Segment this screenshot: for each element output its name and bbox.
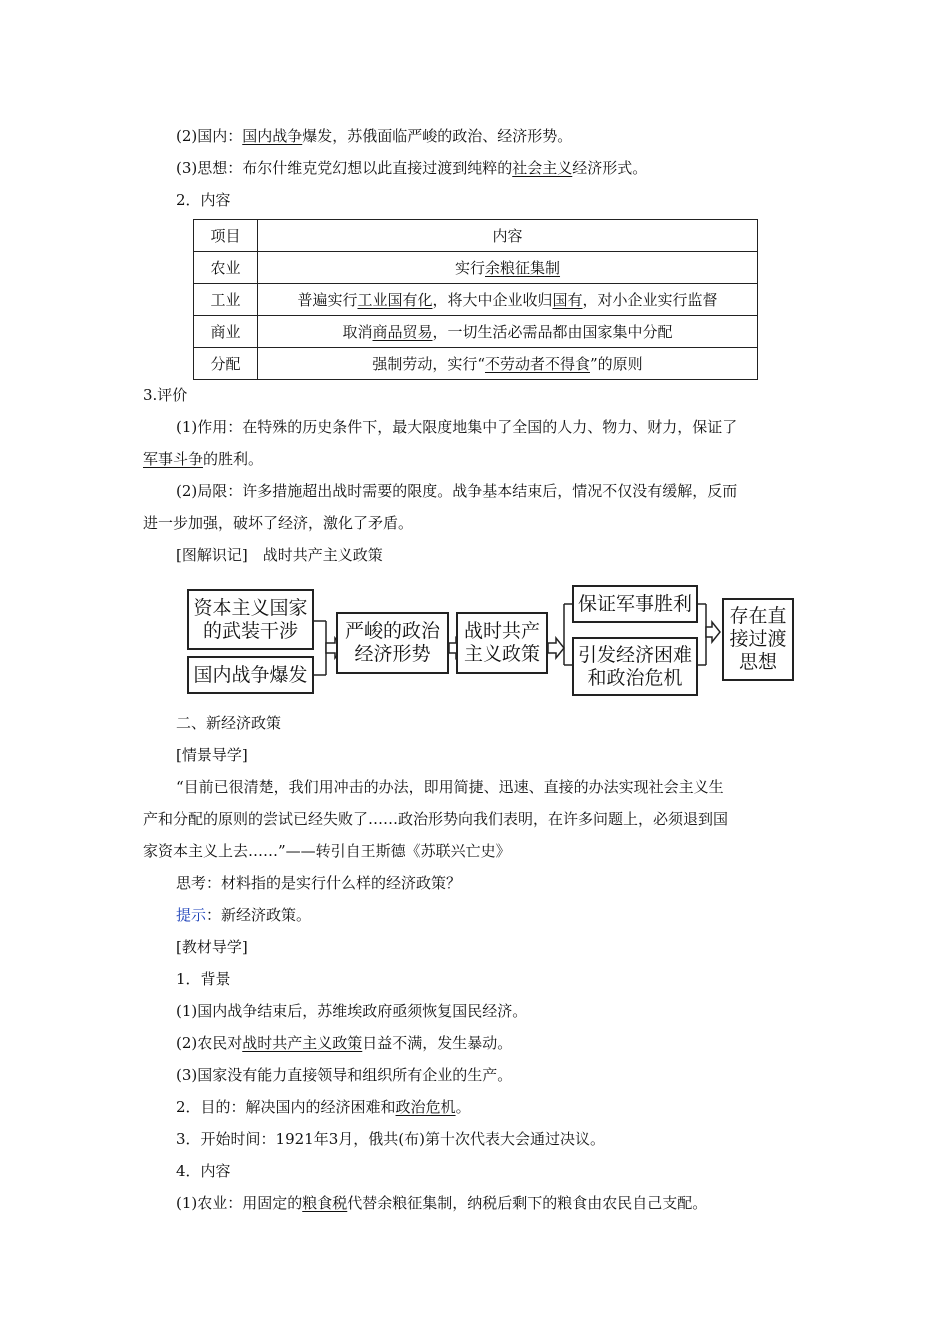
section-heading: 1．背景 — [176, 970, 231, 988]
diagram-box-intervention: 资本主义国家 的武装干涉 — [187, 589, 314, 650]
quote-line: 产和分配的原则的尝试已经失败了……政治形势向我们表明，在许多问题上，必须退到国 — [143, 810, 729, 828]
section-heading: 2．内容 — [176, 191, 231, 209]
text-line: (1)农业：用固定的粮食税代替余粮征集制，纳税后剩下的粮食由农民自己支配。 — [176, 1194, 708, 1212]
subsection-label: [情景导学] — [176, 746, 248, 764]
hint-label: 提示 — [176, 906, 207, 924]
table-cell: 农业 — [194, 252, 258, 284]
table-header-cell: 内容 — [258, 220, 758, 252]
diagram-box-war-communism: 战时共产 主义政策 — [456, 612, 548, 674]
quote-line: “目前已很清楚，我们用冲击的办法，即用简捷、迅速、直接的办法实现社会主义生 — [176, 778, 724, 796]
diagram-box-crisis: 引发经济困难 和政治危机 — [572, 637, 698, 696]
text-line: (2)局限：许多措施超出战时需要的限度。战争基本结束后，情况不仅没有缓解，反而 — [176, 482, 738, 500]
diagram-box-military-victory: 保证军事胜利 — [572, 585, 698, 623]
text-line: (2)农民对战时共产主义政策日益不满，发生暴动。 — [176, 1034, 513, 1052]
diagram-box-severe-situation: 严峻的政治 经济形势 — [336, 612, 449, 674]
text-line: (3)思想：布尔什维克党幻想以此直接过渡到纯粹的社会主义经济形式。 — [176, 159, 648, 177]
table-cell: 商业 — [194, 316, 258, 348]
section-heading: 3.评价 — [143, 386, 188, 404]
diagram-caption: [图解识记] 战时共产主义政策 — [176, 546, 383, 564]
table-cell: 取消商品贸易，一切生活必需品都由国家集中分配 — [258, 316, 758, 348]
table-cell: 工业 — [194, 284, 258, 316]
table-cell: 普遍实行工业国有化，将大中企业收归国有，对小企业实行监督 — [258, 284, 758, 316]
text-line: (1)国内战争结束后，苏维埃政府亟须恢复国民经济。 — [176, 1002, 528, 1020]
text-line: 军事斗争的胜利。 — [143, 450, 264, 468]
text-line: (2)国内：国内战争爆发，苏俄面临严峻的政治、经济形势。 — [176, 127, 573, 145]
text-line: 3．开始时间：1921年3月，俄共(布)第十次代表大会通过决议。 — [176, 1130, 605, 1148]
question-line: 思考：材料指的是实行什么样的经济政策？ — [176, 874, 462, 892]
hint-line: 提示：新经济政策。 — [176, 906, 312, 924]
section-title: 二、新经济政策 — [176, 714, 282, 732]
text-line: 进一步加强，破坏了经济，激化了矛盾。 — [143, 514, 414, 532]
table-cell: 强制劳动，实行“不劳动者不得食”的原则 — [258, 348, 758, 380]
diagram-box-civil-war: 国内战争爆发 — [187, 656, 314, 694]
diagram-box-direct-transition: 存在直 接过渡 思想 — [722, 598, 794, 681]
table-cell: 分配 — [194, 348, 258, 380]
table-header-cell: 项目 — [194, 220, 258, 252]
quote-line: 家资本主义上去……”——转引自王斯德《苏联兴亡史》 — [143, 842, 511, 860]
text-line: (3)国家没有能力直接领导和组织所有企业的生产。 — [176, 1066, 513, 1084]
text-line: 2．目的：解决国内的经济困难和政治危机。 — [176, 1098, 471, 1116]
section-heading: 4．内容 — [176, 1162, 231, 1180]
table-cell: 实行余粮征集制 — [258, 252, 758, 284]
text-line: (1)作用：在特殊的历史条件下，最大限度地集中了全国的人力、物力、财力，保证了 — [176, 418, 738, 436]
subsection-label: [教材导学] — [176, 938, 248, 956]
